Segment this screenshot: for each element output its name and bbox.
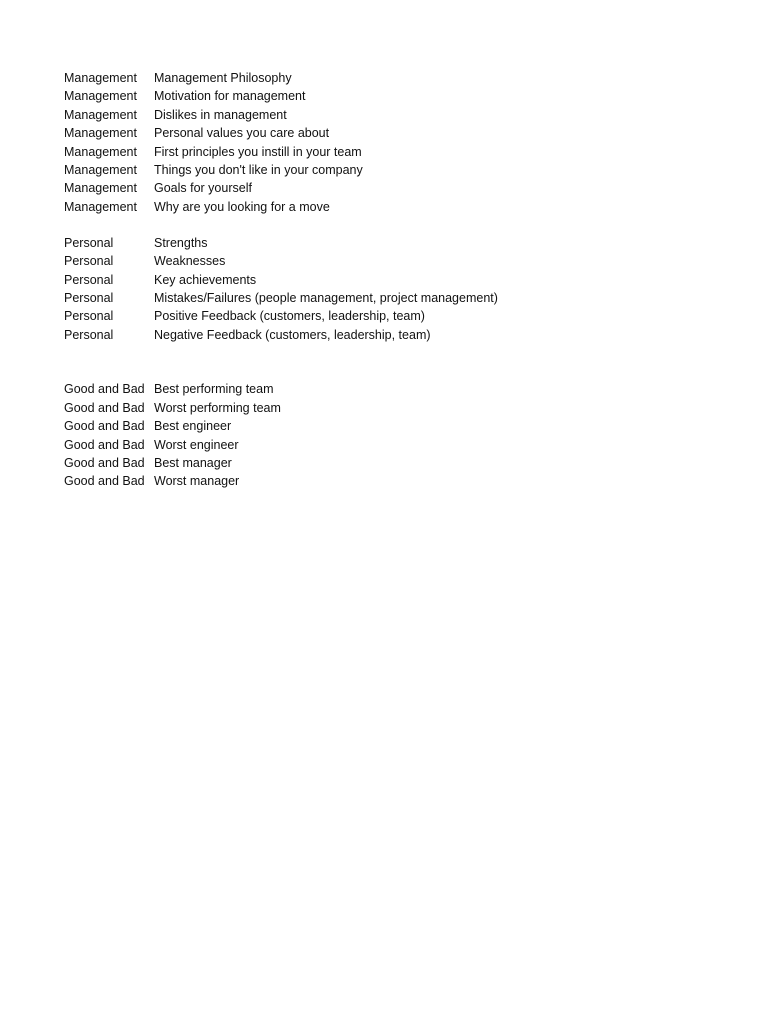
- category-cell[interactable]: Personal: [64, 254, 114, 269]
- item-cell[interactable]: Weaknesses: [154, 254, 226, 269]
- table-row: [64, 161, 744, 179]
- table-row: [64, 326, 744, 344]
- table-row: [64, 106, 744, 124]
- category-cell[interactable]: Management: [64, 126, 137, 141]
- empty-row: [64, 344, 744, 380]
- table-row: [64, 124, 744, 142]
- table-row: [64, 399, 744, 417]
- category-cell[interactable]: Management: [64, 144, 137, 159]
- category-cell[interactable]: Personal: [64, 235, 114, 250]
- item-cell[interactable]: Management Philosophy: [154, 71, 292, 85]
- item-cell[interactable]: Things you don't like in your company: [154, 162, 363, 177]
- table-row: [64, 307, 744, 325]
- item-cell[interactable]: Best performing team: [154, 382, 274, 397]
- table-row: [64, 69, 744, 87]
- category-cell[interactable]: Personal: [64, 290, 114, 305]
- item-cell[interactable]: Motivation for management: [154, 89, 306, 104]
- item-cell[interactable]: Mistakes/Failures (people management, project management): [154, 290, 498, 305]
- item-cell[interactable]: Dislikes in management: [154, 107, 287, 122]
- item-cell[interactable]: Goals for yourself: [154, 181, 252, 196]
- item-cell[interactable]: Personal values you care about: [154, 126, 330, 141]
- category-cell[interactable]: Management: [64, 89, 137, 104]
- table-row: [64, 179, 744, 197]
- item-cell[interactable]: Best engineer: [154, 419, 232, 434]
- item-cell[interactable]: Worst engineer: [154, 437, 239, 452]
- category-cell[interactable]: Good and Bad: [64, 456, 145, 471]
- table-row: [64, 198, 744, 216]
- item-cell[interactable]: Why are you looking for a move: [154, 199, 330, 214]
- item-cell[interactable]: Worst performing team: [154, 400, 281, 415]
- table-row: [64, 289, 744, 307]
- item-cell[interactable]: First principles you instill in your team: [154, 144, 362, 159]
- category-cell[interactable]: Good and Bad: [64, 474, 145, 489]
- spreadsheet-sheet: [64, 69, 744, 491]
- table-row: [64, 380, 744, 398]
- category-cell[interactable]: Management: [64, 199, 137, 214]
- category-cell[interactable]: Personal: [64, 327, 114, 342]
- group-good-and-bad: [64, 380, 744, 490]
- category-cell[interactable]: Management: [64, 162, 137, 177]
- item-cell[interactable]: Key achievements: [154, 272, 257, 287]
- category-cell[interactable]: Good and Bad: [64, 419, 145, 434]
- item-cell[interactable]: Negative Feedback (customers, leadership, team): [154, 327, 431, 342]
- category-cell[interactable]: Good and Bad: [64, 400, 145, 415]
- empty-row: [64, 216, 744, 234]
- table-row: [64, 87, 744, 105]
- item-cell[interactable]: Best manager: [154, 456, 232, 471]
- table-row: [64, 234, 744, 252]
- category-cell[interactable]: Good and Bad: [64, 382, 145, 397]
- group-management: [64, 69, 744, 216]
- category-cell[interactable]: Management: [64, 71, 137, 85]
- table-row: [64, 454, 744, 472]
- group-personal: [64, 234, 744, 344]
- table-row: [64, 472, 744, 490]
- category-cell[interactable]: Good and Bad: [64, 437, 145, 452]
- item-cell[interactable]: Strengths: [154, 235, 208, 250]
- category-cell[interactable]: Management: [64, 181, 137, 196]
- table-row: [64, 271, 744, 289]
- category-cell[interactable]: Management: [64, 107, 137, 122]
- item-cell[interactable]: Positive Feedback (customers, leadership, team): [154, 309, 425, 324]
- table-row: [64, 143, 744, 161]
- table-row: [64, 417, 744, 435]
- category-cell[interactable]: Personal: [64, 272, 114, 287]
- category-cell[interactable]: Personal: [64, 309, 114, 324]
- table-row: [64, 252, 744, 270]
- item-cell[interactable]: Worst manager: [154, 474, 240, 489]
- table-row: [64, 436, 744, 454]
